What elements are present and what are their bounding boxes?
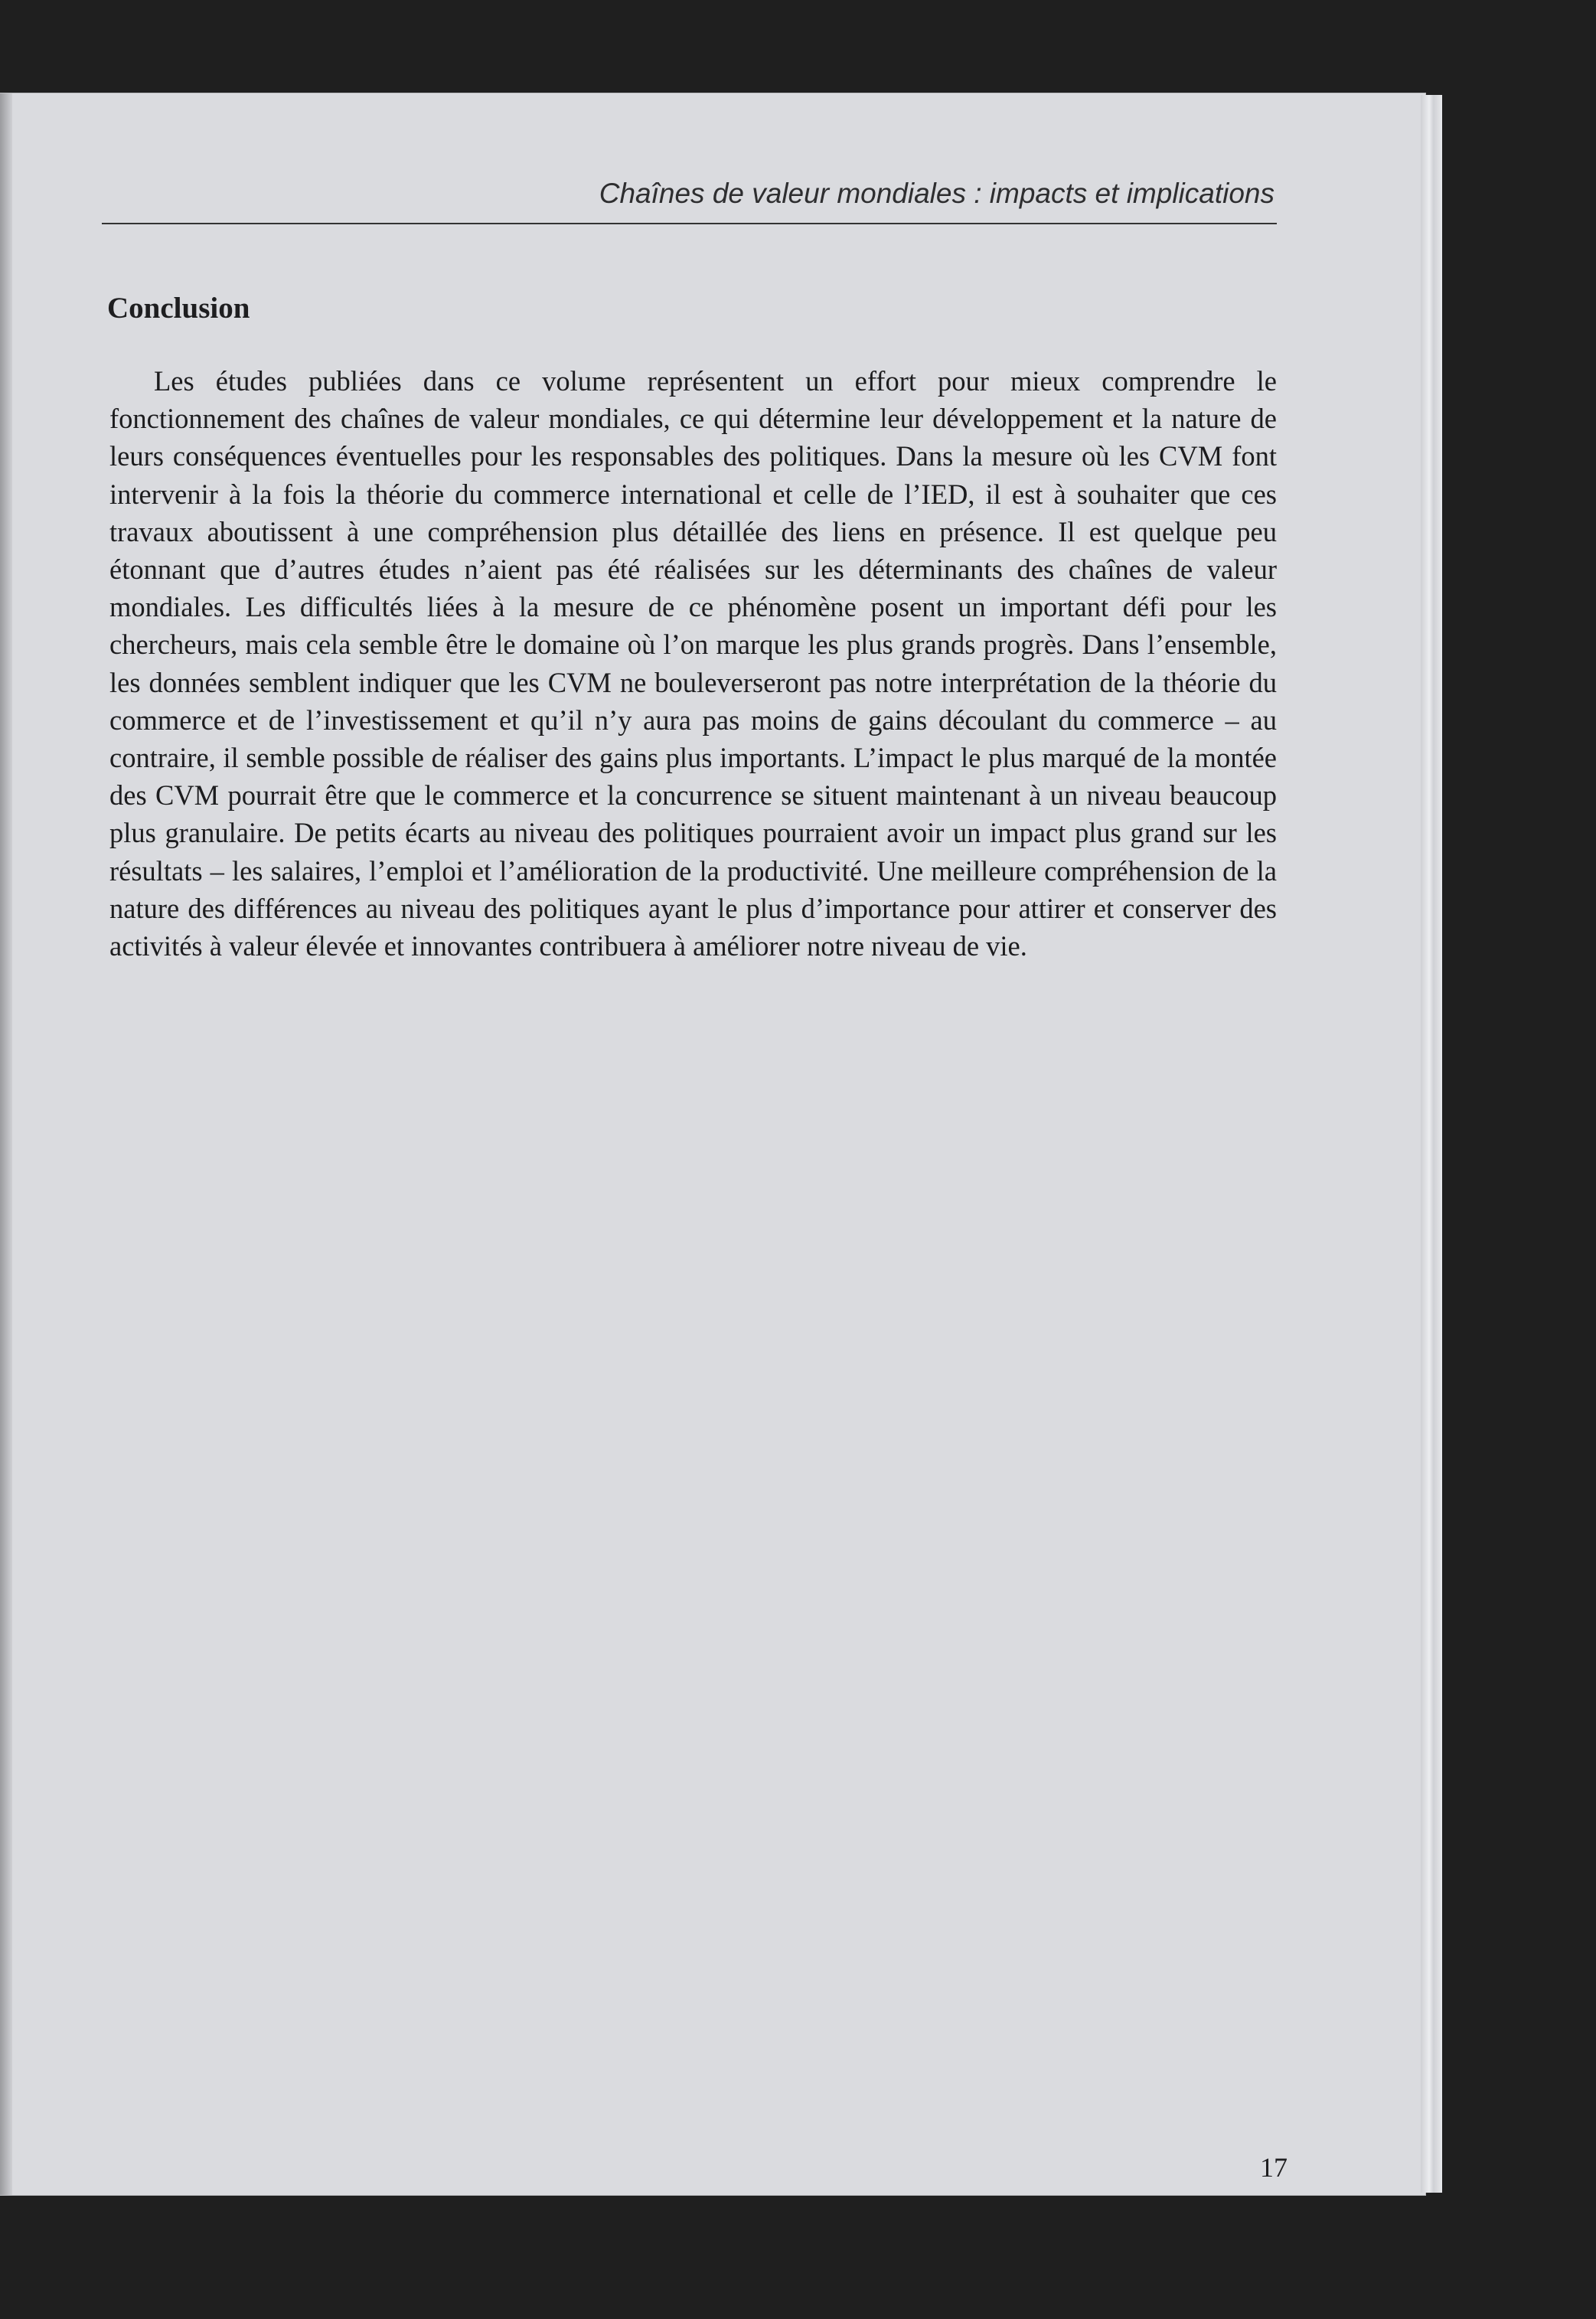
page-number: 17 [1260,2152,1288,2183]
book-gutter [0,93,12,2195]
body-paragraph: Les études publiées dans ce volume représentent un effort pour mieux comprendre le fonctionnement des chaînes de valeur mondiales, ce qui détermine leur développement et la nature de leurs conséquences éventuelles pour les responsables des politiques. Dans la mesure où les CVM font intervenir à la fois la théorie du commerce international et celle de l’IED, il est à souhaiter que ces travaux aboutissent à une compréhension plus détaillée des liens en présence. Il est quelque peu étonnant que d’autres études n’aient pas été réalisées sur les déterminants des chaînes de valeur mondiales. Les difficultés liées à la mesure de ce phénomène posent un important défi pour les chercheurs, mais cela semble être le domaine où l’on marque les plus grands progrès. Dans l’ensemble, les données semblent indiquer que les CVM ne bouleverseront pas notre interprétation de la théorie du commerce et de l’investissement et qu’il n’y aura pas moins de gains découlant du commerce – au contraire, il semble possible de réaliser des gains plus importants. L’impact le plus marqué de la montée des CVM pourrait être que le commerce et la concurrence se situent maintenant à un niveau beaucoup plus granulaire. De petits écarts au niveau des politiques pourraient avoir un impact plus grand sur les résultats – les salaires, l’emploi et l’amélioration de la productivité. Une meilleure compréhension de la nature des différences au niveau des politiques ayant le plus d’importance pour attirer et conserver des activités à valeur élevée et innovantes contribuera à améliorer notre niveau de vie. [109,365,1277,962]
page-stack-edge [1421,95,1442,2193]
running-head: Chaînes de valeur mondiales : impacts et implications [599,178,1275,209]
header-rule [102,223,1277,224]
section-heading: Conclusion [107,292,250,325]
